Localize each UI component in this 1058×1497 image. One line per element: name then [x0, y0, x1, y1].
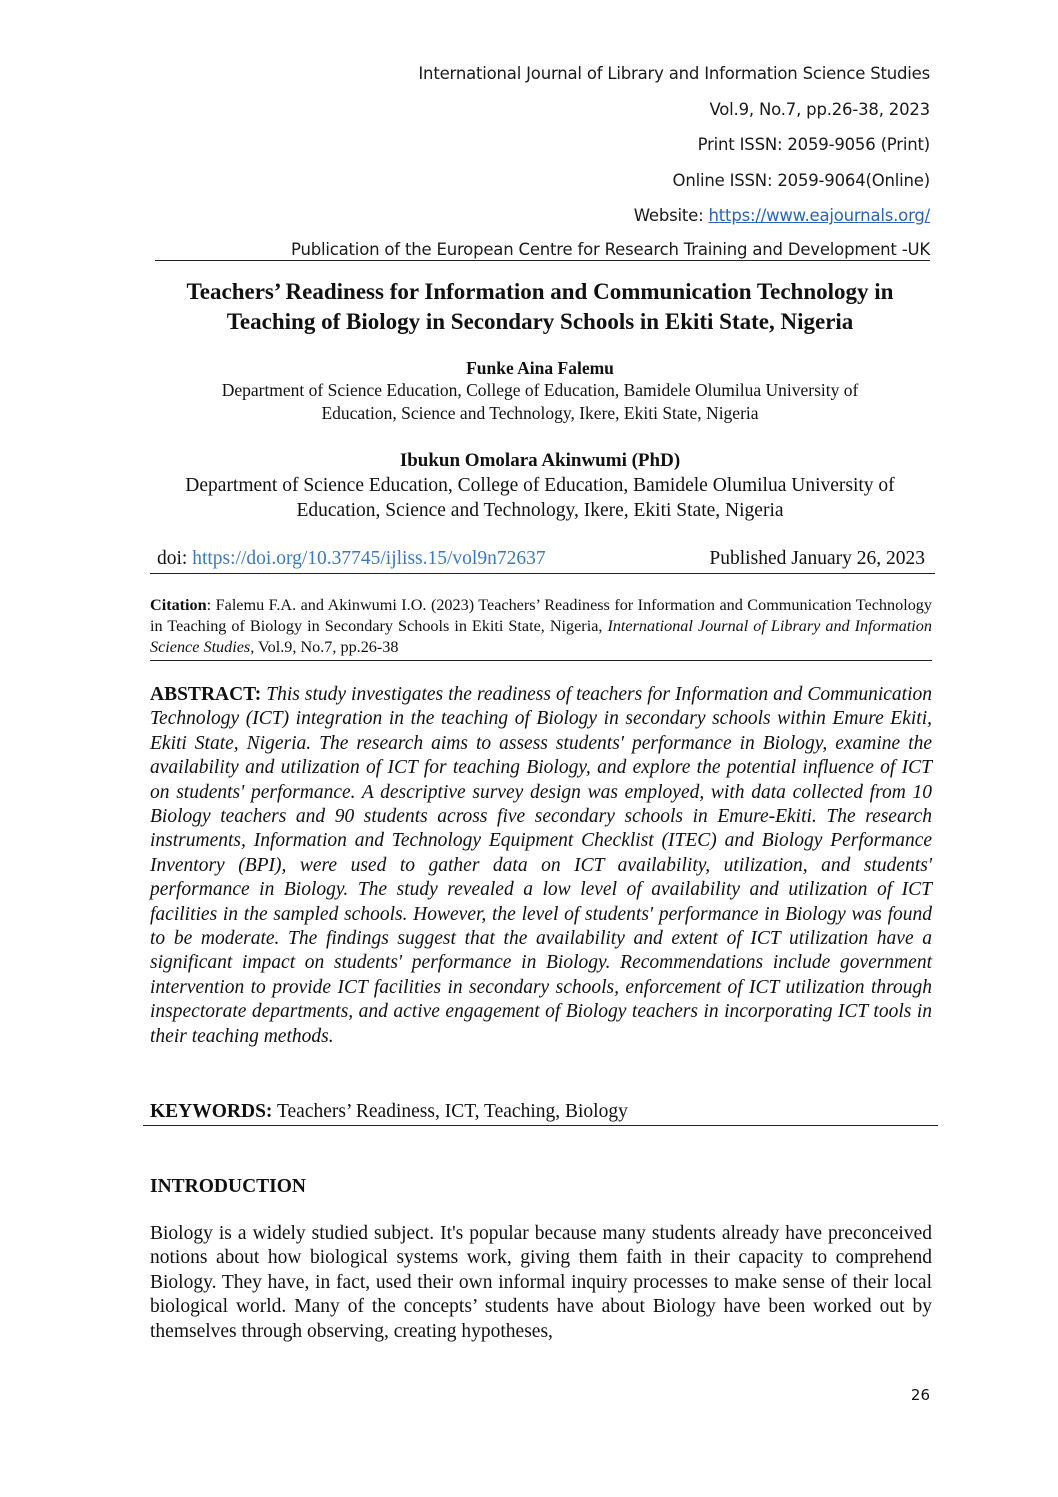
website-link[interactable]: https://www.eajournals.org/	[708, 206, 930, 225]
keywords-row	[143, 1099, 938, 1126]
doi-row	[150, 546, 935, 574]
header-divider	[155, 260, 930, 261]
citation-volume: Vol.9, No.7, pp.26-38	[254, 638, 399, 656]
abstract-label: ABSTRACT:	[150, 684, 262, 705]
citation-text: : Falemu F.A. and Akinwumi I.O. (2023) Teachers’ Readiness for Information and Communication Technology in Teaching of Biology in Secondary Schools in Ekiti State, Nigeria,	[150, 596, 932, 635]
publisher-line: Publication of the European Centre for Research Training and Development -UK	[291, 240, 930, 259]
author-affiliation-line-2: Education, Science and Technology, Ikere, Ekiti State, Nigeria	[321, 403, 759, 423]
published-date: Published January 26, 2023	[709, 548, 925, 569]
author-affiliation-line-1: Department of Science Education, College of Education, Bamidele Olumilua University of	[185, 475, 895, 496]
volume-info: Vol.9, No.7, pp.26-38, 2023	[709, 100, 930, 119]
print-issn: Print ISSN: 2059-9056 (Print)	[697, 135, 930, 154]
citation-label: Citation	[150, 596, 207, 614]
journal-name: International Journal of Library and Information Science Studies	[418, 64, 930, 83]
citation-block	[150, 595, 932, 661]
website-line	[634, 206, 930, 225]
author-block-1	[120, 357, 960, 425]
introduction-heading: INTRODUCTION	[150, 1176, 307, 1197]
author-block-2	[120, 449, 960, 523]
website-label: Website:	[633, 206, 709, 225]
author-affiliation-line-1: Department of Science Education, College of Education, Bamidele Olumilua University of	[221, 380, 859, 400]
abstract-text: This study investigates the readiness of teachers for Information and Communication Technology (ICT) integration in the teaching of Biology in secondary schools within Emure Ekiti, Ekiti State, Nigeria. The research aims to assess students' performance in Biology, examine the availability and utilization of ICT for teaching Biology, and explore the potential influence of ICT on students' performance. A descriptive survey design was employed, with data collected from 10 Biology teachers and 90 students across five secondary schools in Emure-Ekiti. The research instruments, Information and Technology Equipment Checklist (ITEC) and Biology Performance Inventory (BPI), were used to gather data on ICT availability, utilization, and students' performance in Biology. The study revealed a low level of availability and utilization of ICT facilities in the sampled schools. However, the level of students' performance in Biology was found to be moderate. The findings suggest that the availability and extent of ICT utilization have a significant impact on students' performance in Biology. Recommendations include government intervention to provide ICT facilities in secondary schools, enforcement of ICT utilization through inspectorate departments, and active engagement of Biology teachers in incorporating ICT tools in their teaching methods.	[150, 684, 933, 1047]
doi-link[interactable]: https://doi.org/10.37745/ijliss.15/vol9n72637	[192, 548, 546, 569]
abstract-block	[150, 683, 932, 1049]
keywords-text: Teachers’ Readiness, ICT, Teaching, Biology	[272, 1101, 628, 1122]
author-name: Funke Aina Falemu	[466, 358, 614, 378]
paper-title	[120, 277, 960, 337]
citation-journal: International Journal of Library and Information Science Studies,	[150, 617, 932, 656]
keywords-label: KEYWORDS:	[150, 1101, 273, 1122]
introduction-paragraph: Biology is a widely studied subject. It's popular because many students already have preconceived notions about how biological systems work, giving them faith in their capacity to comprehend Biology. They have, in fact, used their own informal inquiry processes to make sense of their local biological world. Many of the concepts’ students have about Biology have been worked out by themselves through observing, creating hypotheses,	[150, 1223, 932, 1342]
page-number: 26	[910, 1386, 930, 1404]
author-affiliation-line-2: Education, Science and Technology, Ikere, Ekiti State, Nigeria	[296, 500, 784, 521]
title-line-2: Teaching of Biology in Secondary Schools in Ekiti State, Nigeria	[226, 309, 854, 334]
online-issn: Online ISSN: 2059-9064(Online)	[672, 171, 930, 190]
title-line-1: Teachers’ Readiness for Information and Communication Technology in	[186, 279, 894, 304]
author-name: Ibukun Omolara Akinwumi (PhD)	[399, 450, 681, 471]
doi-label: doi:	[157, 548, 193, 569]
